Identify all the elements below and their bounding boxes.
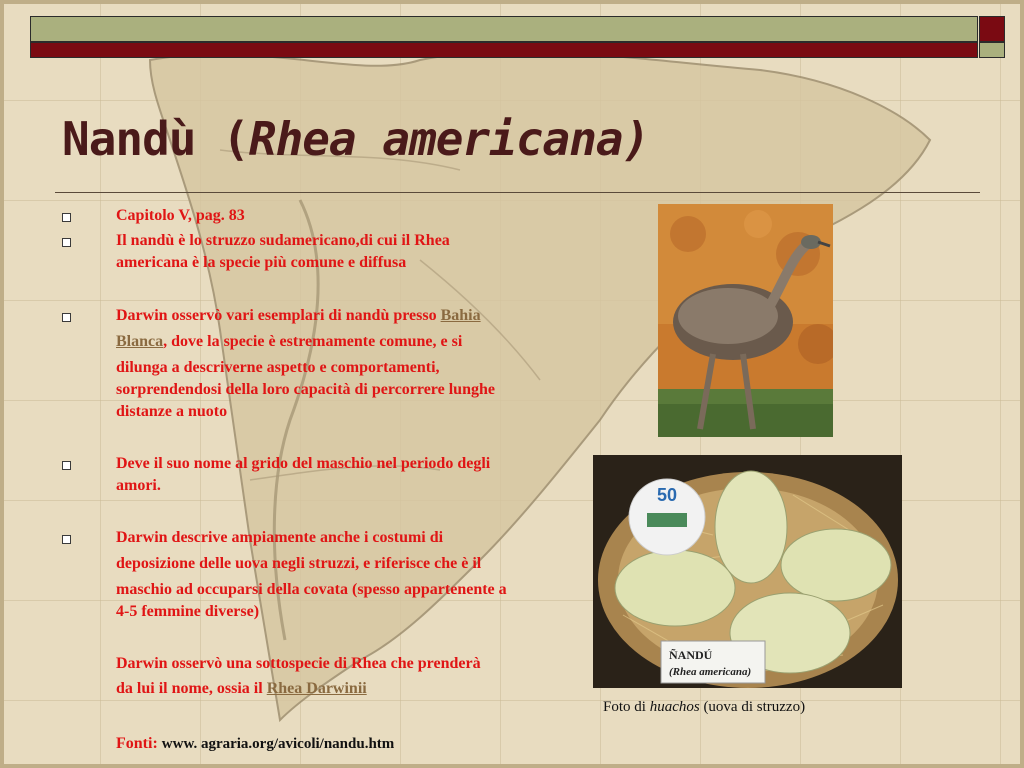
bullet-text: amori.	[116, 477, 161, 494]
sources-url: www. agraria.org/avicoli/nandu.htm	[161, 736, 395, 752]
bullet-square-icon	[62, 213, 71, 222]
title-italic: Rhea americana)	[248, 112, 650, 166]
title-main: Nandù (	[62, 112, 249, 166]
eggs-photo	[593, 455, 902, 688]
photo-caption	[603, 699, 805, 716]
link-rhea-darwinii[interactable]: Rhea Darwinii	[266, 680, 367, 697]
corner-square-red	[979, 16, 1005, 42]
label-number: 50	[656, 485, 678, 505]
bullet-text: Capitolo V, pag. 83	[116, 207, 245, 224]
paragraph-text-part: da lui il nome, ossia il	[116, 680, 267, 697]
bullet-text-part: Darwin osservò vari esemplari di nandù presso	[116, 307, 441, 324]
bullet-square-icon	[62, 238, 71, 247]
bullet-text: Il nandù è lo struzzo sudamericano,di cui il Rhea	[116, 232, 450, 249]
header-bar-red	[30, 42, 978, 58]
title-divider	[55, 192, 980, 193]
caption-part: (uova di struzzo)	[699, 699, 806, 715]
caption-part: Foto di	[603, 699, 650, 715]
bullet-text: dilunga a descriverne aspetto e comportamenti,	[116, 359, 440, 376]
bullet-square-icon	[62, 461, 71, 470]
corner-square-green	[979, 42, 1005, 58]
slide-title	[62, 112, 649, 166]
bullet-text: sorprendendosi della loro capacità di percorrere lunghe	[116, 381, 495, 398]
bullet-text: Darwin descrive ampiamente anche i costumi di	[116, 529, 444, 546]
bullet-text: deposizione delle uova negli struzzi, e riferisce che è il	[116, 555, 482, 572]
sign-species: (Rhea americana)	[669, 666, 752, 678]
bullet-text: distanze a nuoto	[116, 403, 228, 420]
link-blanca[interactable]: Blanca	[116, 333, 164, 350]
bullet-text: americana è la specie più comune e diffusa	[116, 254, 407, 271]
eggs-illustration	[593, 455, 902, 688]
bullet-text	[116, 305, 596, 327]
bullet-square-icon	[62, 535, 71, 544]
bullet-square-icon	[62, 313, 71, 322]
sources-line	[116, 735, 394, 753]
link-bahia[interactable]: Bahia	[440, 307, 481, 324]
rhea-illustration	[658, 204, 833, 437]
header-bar-green	[30, 16, 978, 42]
bullet-text: maschio ad occuparsi della covata (spesso appartenente a	[116, 581, 507, 598]
bullet-text-part: , dove la specie è estremamente comune, e si	[163, 333, 463, 350]
bullet-text	[116, 331, 596, 353]
bullet-text: Deve il suo nome al grido del maschio nel periodo degli	[116, 455, 491, 472]
caption-italic: huachos	[649, 699, 700, 715]
sign-name: ÑANDÚ	[669, 648, 713, 662]
bullet-text: 4-5 femmine diverse)	[116, 603, 260, 620]
paragraph-text	[116, 678, 596, 700]
sources-label: Fonti:	[116, 735, 158, 752]
paragraph-text: Darwin osservò una sottospecie di Rhea che prenderà	[116, 655, 481, 672]
rhea-photo	[658, 204, 833, 437]
